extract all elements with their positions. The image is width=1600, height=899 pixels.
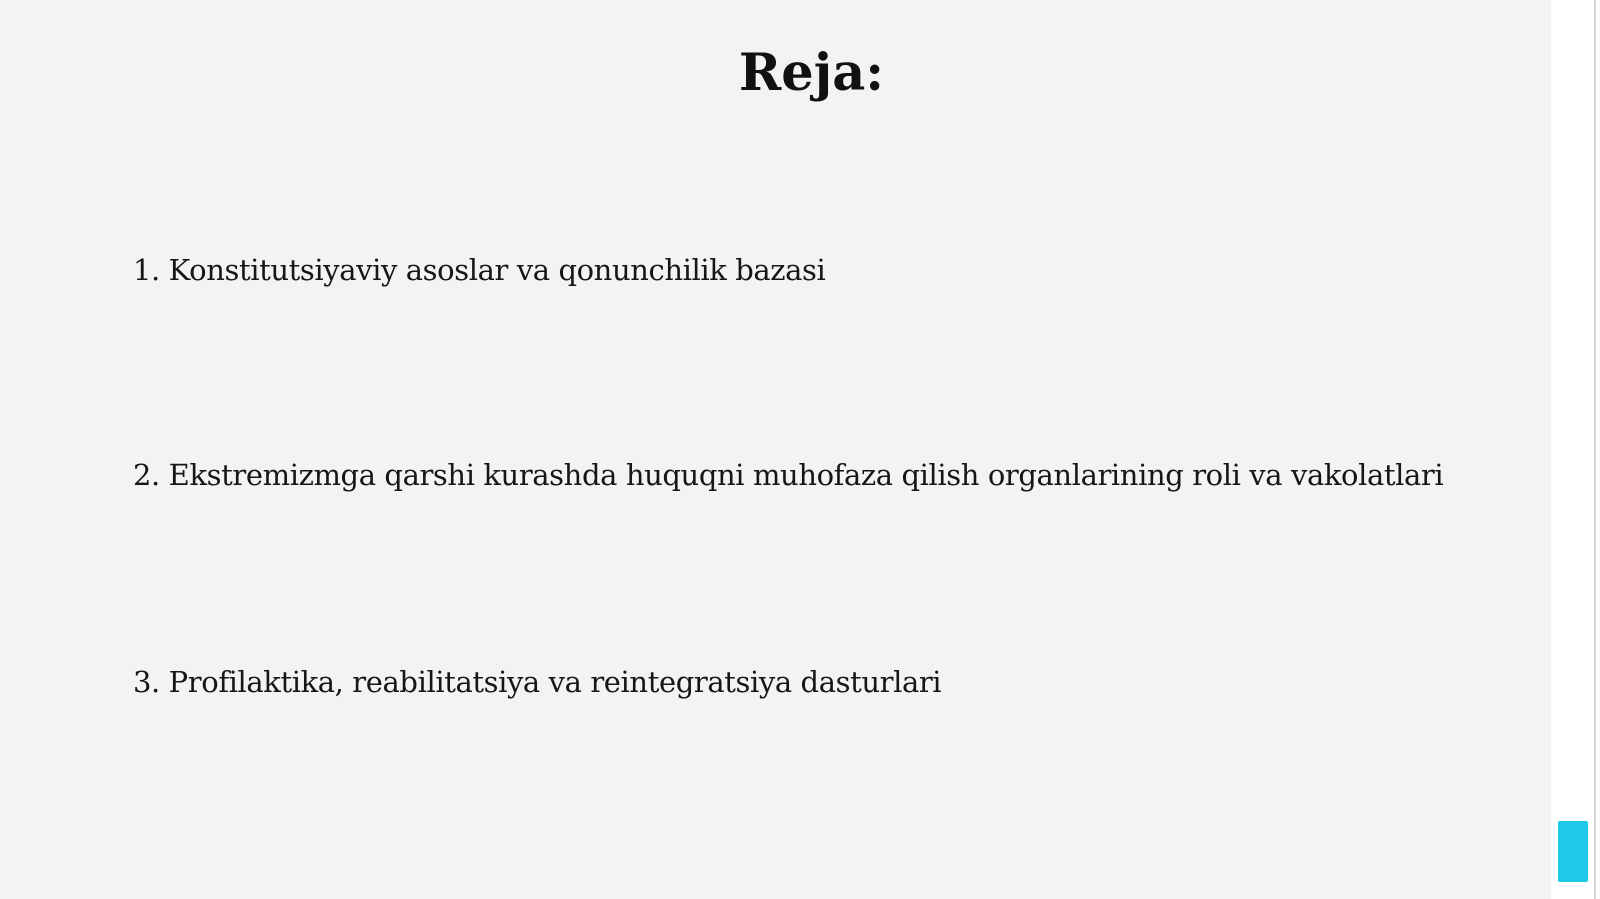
plan-item-3: 3. Profilaktika, reabilitatsiya va reintegratsiya dasturlari bbox=[133, 665, 942, 699]
slide-title: Reja: bbox=[738, 43, 885, 103]
plan-item-2: 2. Ekstremizmga qarshi kurashda huquqni muhofaza qilish organlarining roli va vakolatlari bbox=[133, 458, 1444, 492]
scrollbar-track[interactable] bbox=[1551, 0, 1600, 899]
scrollbar-thumb[interactable] bbox=[1558, 821, 1588, 882]
plan-item-1: 1. Konstitutsiyaviy asoslar va qonunchilik bazasi bbox=[133, 253, 826, 287]
panel-divider bbox=[1594, 0, 1596, 899]
